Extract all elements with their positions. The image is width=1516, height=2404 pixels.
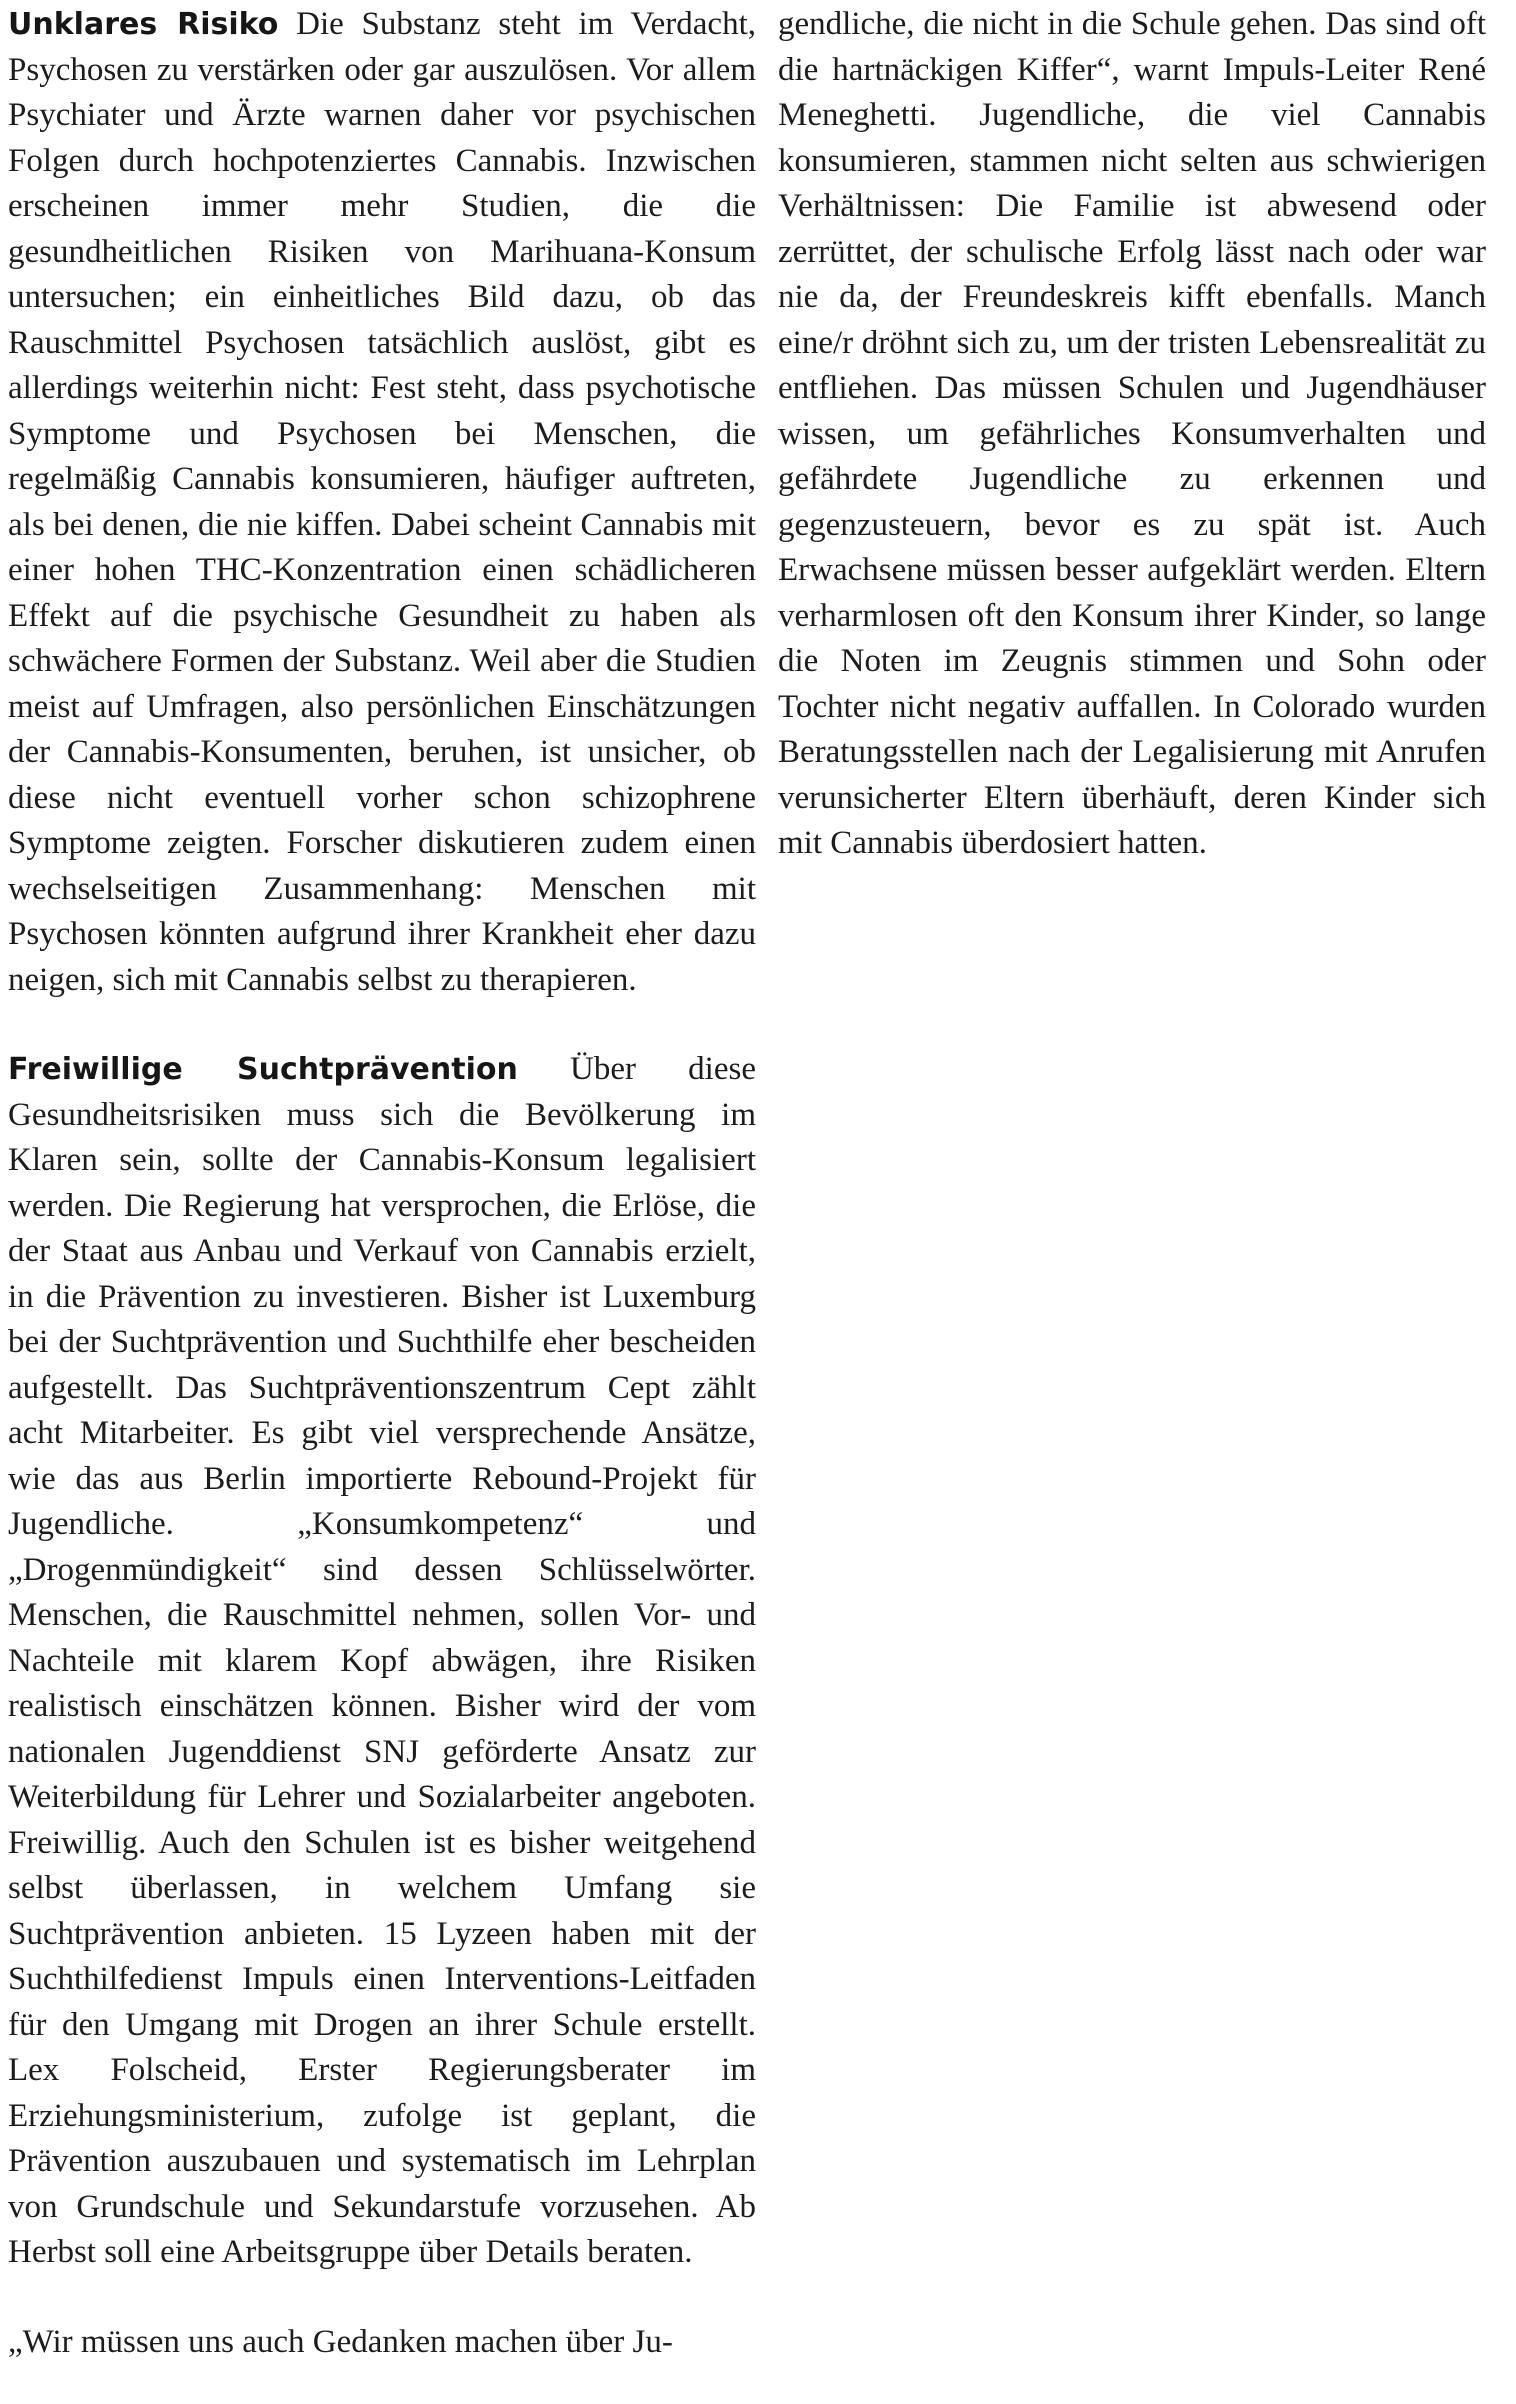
- section-heading-freiwillige-suchtpraevention: Freiwillige Suchtprävention: [8, 1052, 518, 1087]
- section-heading-unklares-risiko: Unklares Risiko: [8, 7, 279, 42]
- paragraph-continuation: [778, 2, 1486, 867]
- paragraph-text: gendliche, die nicht in die Schule gehen. Das sind oft die hartnäckigen Kiffer“, warnt Impuls-Leiter René Meneghetti. Jugendliche, die viel Cannabis konsumieren, stammen nicht selten aus schwierigen Verhältnissen: Die Familie ist abwesend oder zerrüttet, der schulische Erfolg lässt nach oder war nie da, der Freundeskreis kifft ebenfalls. Manch eine/r dröhnt sich zu, um der tristen Lebensrealität zu entfliehen. Das müssen Schulen und Jugendhäuser wissen, um gefährliches Konsumverhalten und gefährdete Jugendliche zu erkennen und gegenzusteuern, bevor es zu spät ist. Auch Erwachsene müssen besser aufgeklärt werden. Eltern verharmlosen oft den Konsum ihrer Kinder, so lange die Noten im Zeugnis stimmen und Sohn oder Tochter nicht negativ auffallen. In Colorado wurden Beratungsstellen nach der Legalisierung mit Anrufen verunsicherter Eltern überhäuft, deren Kinder sich mit Cannabis überdosiert hatten.: [778, 6, 1486, 861]
- paragraph-text: „Wir müssen uns auch Gedanken machen über Ju-: [8, 2323, 673, 2360]
- right-column: [778, 2, 1486, 867]
- paragraph-text: Über diese Gesundheitsrisiken muss sich die Bevölkerung im Klaren sein, sollte der Cannabis-Konsum legalisiert werden. Die Regierung hat versprochen, die Erlöse, die der Staat aus Anbau und Verkauf von Cannabis erzielt, in die Prävention zu investieren. Bisher ist Luxemburg bei der Suchtprävention und Suchthilfe eher bescheiden aufgestellt. Das Suchtpräventionszentrum Cept zählt acht Mitarbeiter. Es gibt viel versprechende Ansätze, wie das aus Berlin importierte Rebound-Projekt für Jugendliche. „Konsumkompetenz“ und „Drogenmündigkeit“ sind dessen Schlüsselwörter. Menschen, die Rauschmittel nehmen, sollen Vor- und Nachteile mit klarem Kopf abwägen, ihre Risiken realistisch einschätzen können. Bisher wird der vom nationalen Jugenddienst SNJ geförderte Ansatz zur Weiterbildung für Lehrer und Sozialarbeiter angeboten. Freiwillig. Auch den Schulen ist es bisher weitgehend selbst überlassen, in welchem Umfang sie Suchtprävention anbieten. 15 Lyzeen haben mit der Suchthilfedienst Impuls einen Interventions-Leitfaden für den Umgang mit Drogen an ihrer Schule erstellt. Lex Folscheid, Erster Regierungsberater im Erziehungsministerium, zufolge ist geplant, die Prävention auszubauen und systematisch im Lehrplan von Grundschule und Sekundarstufe vorzusehen. Ab Herbst soll eine Arbeitsgruppe über Details beraten.: [8, 1051, 756, 2270]
- paragraph-text: Die Substanz steht im Verdacht, Psychosen zu verstärken oder gar auszulösen. Vor allem Psychiater und Ärzte warnen daher vor psychischen Folgen durch hochpotenziertes Cannabis. Inzwischen erscheinen immer mehr Studien, die die gesundheitlichen Risiken von Marihuana-Konsum untersuchen; ein einheitliches Bild dazu, ob das Rauschmittel Psychosen tatsächlich auslöst, gibt es allerdings weiterhin nicht: Fest steht, dass psychotische Symptome und Psychosen bei Menschen, die regelmäßig Cannabis konsumieren, häufiger auftreten, als bei denen, die nie kiffen. Dabei scheint Cannabis mit einer hohen THC-Konzentration einen schädlicheren Effekt auf die psychische Gesundheit zu haben als schwächere Formen der Substanz. Weil aber die Studien meist auf Umfragen, also persönlichen Einschätzungen der Cannabis-Konsumenten, beruhen, ist unsicher, ob diese nicht eventuell vorher schon schizophrene Symptome zeigten. Forscher diskutieren zudem einen wechselseitigen Zusammenhang: Menschen mit Psychosen könnten aufgrund ihrer Krankheit eher dazu neigen, sich mit Cannabis selbst zu therapieren.: [8, 6, 756, 998]
- paragraph-quote-start: [8, 2320, 756, 2366]
- left-column: [8, 2, 756, 2365]
- paragraph-unklares-risiko: [8, 2, 756, 1003]
- paragraph-freiwillige-suchtpraevention: [8, 1047, 756, 2276]
